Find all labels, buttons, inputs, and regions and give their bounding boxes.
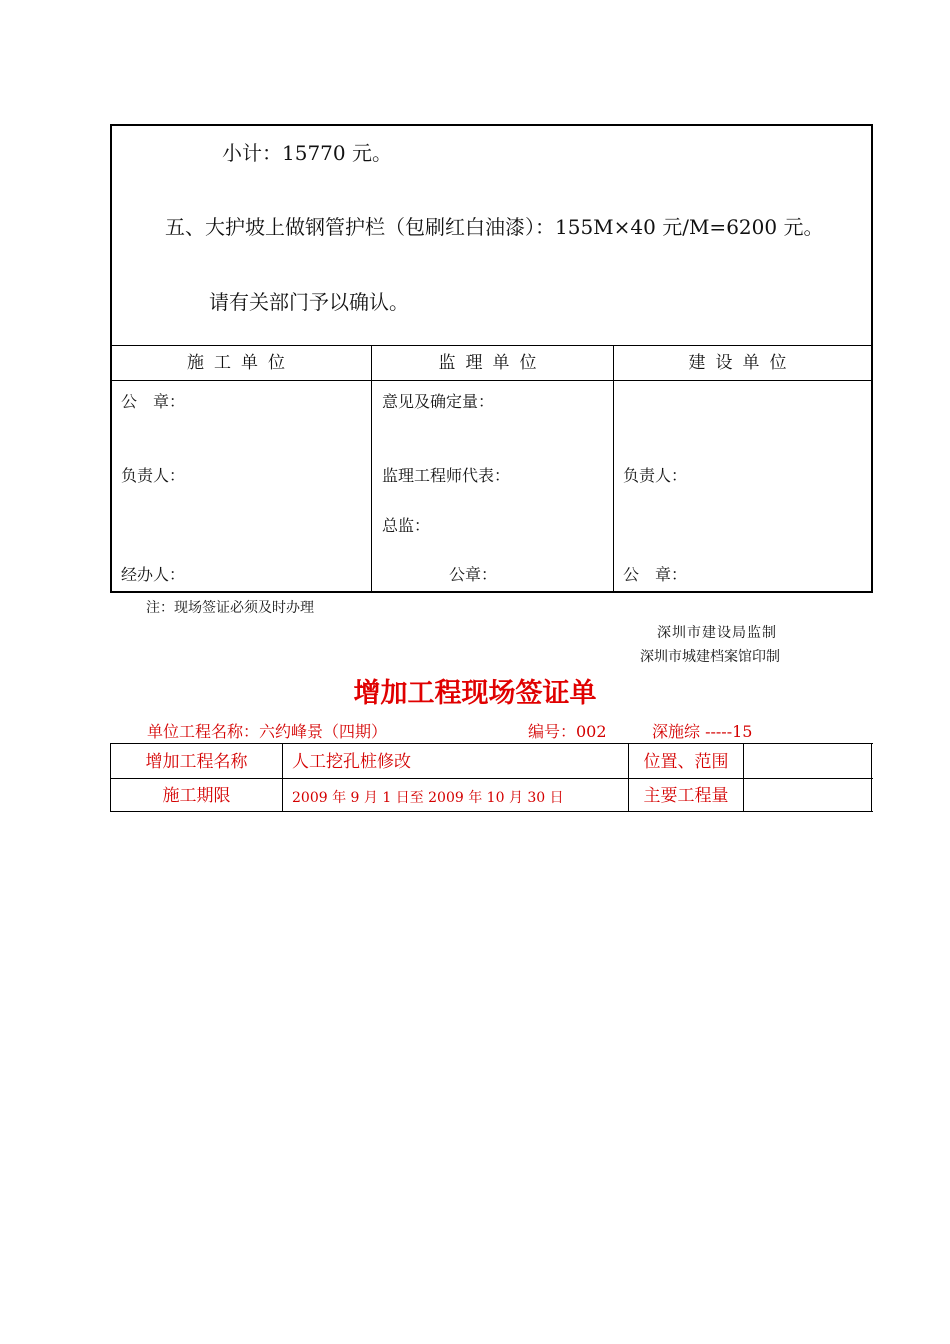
owner-seal-label: 公 章： <box>623 565 688 584</box>
printed-by-text: 深圳市城建档案馆印制 <box>640 649 780 665</box>
lower-form-title: 增加工程现场签证单 <box>353 678 597 709</box>
owner-person-label: 负责人： <box>623 466 688 485</box>
lower-table-bottom <box>110 811 873 812</box>
subtotal-line: 小计：15770 元。 <box>222 141 392 165</box>
row1-label: 增加工程名称 <box>145 752 248 772</box>
header-supervision-unit: 监理单位 <box>438 353 547 373</box>
lower-table-mid <box>110 778 873 779</box>
note-text: 注：现场签证必须及时办理 <box>146 600 314 616</box>
header-top-border <box>110 345 873 346</box>
construction-person-label: 负责人： <box>121 466 186 485</box>
row2-label2: 主要工程量 <box>643 786 729 806</box>
col-divider-1 <box>371 345 372 592</box>
supervised-by-text: 深圳市建设局监制 <box>657 625 777 641</box>
project-name-label: 单位工程名称：六约峰景（四期） <box>147 722 388 741</box>
lower-table-top <box>110 743 873 744</box>
header-owner-unit: 建设单位 <box>688 353 797 373</box>
request-line: 请有关部门予以确认。 <box>209 290 409 314</box>
row1-value: 人工挖孔桩修改 <box>292 752 411 772</box>
supervision-opinion-label: 意见及确定量： <box>382 392 495 411</box>
col-divider-2 <box>613 345 614 592</box>
row2-value: 2009 年 9 月 1 日至 2009 年 10 月 30 日 <box>292 790 564 806</box>
header-construction-unit: 施工单位 <box>187 353 295 373</box>
lower-table-right <box>871 743 872 812</box>
header-bottom-border <box>110 380 873 381</box>
code-label: 深施综 -----15 <box>652 722 753 741</box>
form-right-border <box>871 124 873 593</box>
form-bottom-border <box>110 591 873 593</box>
construction-handler-label: 经办人： <box>121 565 186 584</box>
lower-table-col3 <box>743 743 744 812</box>
construction-seal-label: 公 章： <box>121 392 186 411</box>
item-five-line: 五、大护坡上做钢管护栏（包刷红白油漆）：155M×40 元/M=6200 元。 <box>165 215 824 239</box>
row2-label: 施工期限 <box>162 786 231 806</box>
supervision-chief-label: 总监： <box>382 516 431 535</box>
number-label: 编号：002 <box>528 722 607 741</box>
supervision-seal-label: 公章： <box>449 565 498 584</box>
row1-label2: 位置、范围 <box>643 752 729 772</box>
lower-table-col1 <box>282 743 283 812</box>
form-top-border <box>110 124 873 126</box>
supervision-engineer-label: 监理工程师代表： <box>382 466 511 485</box>
